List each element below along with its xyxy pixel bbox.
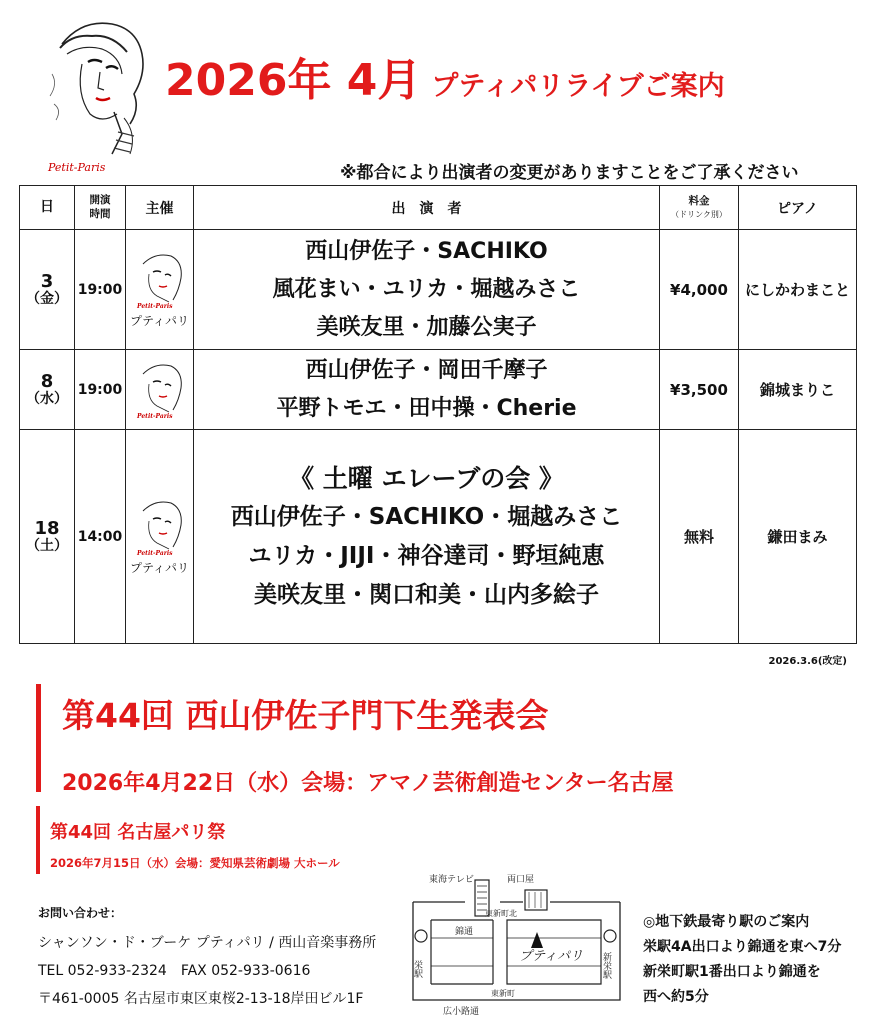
performer-line: 風花まい・ユリカ・堀越みさこ [272, 276, 581, 302]
row-date [20, 430, 75, 644]
row-weekday: （水） [26, 390, 68, 407]
access-info [643, 910, 841, 1010]
access-line-1: 栄駅4A出口より錦通を東へ7分 [643, 939, 842, 955]
performer-line: 美咲友里・加藤公実子 [316, 314, 537, 340]
row-time: 14:00 [75, 430, 126, 644]
access-map [405, 862, 633, 1020]
row-fee: 無料 [660, 430, 739, 644]
event1-detail: 2026年4月22日（水）会場：アマノ芸術創造センター名古屋 [62, 771, 674, 796]
row-day: 8 [40, 370, 54, 392]
table-row [20, 230, 857, 350]
contact-address: 〒461-0005 名古屋市東区東桜2-13-18岸田ビル1F [38, 991, 364, 1007]
table-row [20, 350, 857, 430]
event2-title: 第44回 名古屋パリ祭 [50, 822, 226, 843]
row-fee: ¥3,500 [660, 350, 739, 430]
access-title: ◎地下鉄最寄り駅のご案内 [643, 914, 810, 930]
host-logo-icon [133, 250, 187, 310]
map-label-tokai-tv: 東海テレビ [429, 875, 474, 885]
performer-line: 美咲友里・関口和美・山内多絵子 [254, 581, 599, 608]
row-host [126, 430, 194, 644]
event1-title: 第44回 西山伊佐子門下生発表会 [62, 696, 549, 735]
map-label-nishiki-dori: 錦通 [455, 927, 474, 937]
header-fee-label: 料金 [688, 195, 710, 208]
contact-block [38, 904, 376, 1013]
row-weekday: （金） [26, 290, 68, 307]
header-host: 主催 [126, 186, 194, 230]
performer-line: ユリカ・JIJI・神谷達司・野垣純恵 [248, 542, 605, 569]
host-logo-text: Petit-Paris [136, 412, 173, 420]
header-piano: ピアノ [739, 186, 857, 230]
map-label-hirokoji: 広小路通 [443, 1007, 480, 1017]
row-piano: 錦城まりこ [739, 350, 857, 430]
access-line-2: 新栄町駅1番出口より錦通を [643, 964, 821, 980]
host-name: プティパリ [129, 314, 190, 328]
title-sub: プティパリライブご案内 [431, 71, 725, 102]
header-fee-note: （ドリンク別） [671, 209, 727, 219]
petit-paris-logo [42, 14, 152, 174]
header-time [75, 186, 126, 230]
logo-text: Petit-Paris [48, 161, 106, 174]
performer-line: 平野トモエ・田中操・Cherie [276, 395, 577, 421]
contact-label: お問い合わせ： [38, 906, 123, 920]
revised-date: 2026.3.6(改定) [768, 656, 847, 667]
performers-title: 《 土曜 エレーブの会 》 [289, 463, 564, 493]
row-date [20, 350, 75, 430]
host-logo-text: Petit-Paris [136, 303, 173, 310]
header-performers: 出 演 者 [194, 186, 660, 230]
host-logo-icon [133, 360, 187, 420]
row-piano: 鎌田まみ [739, 430, 857, 644]
notice-text: ※都合により出演者の変更がありますことをご了承ください [340, 163, 799, 183]
host-logo-icon [133, 497, 187, 557]
row-host [126, 350, 194, 430]
map-label-higashi-shinmachi: 東新町 [491, 989, 515, 998]
row-piano: にしかわまこと [739, 230, 857, 350]
row-fee: ¥4,000 [660, 230, 739, 350]
table-row [20, 430, 857, 644]
map-label-petit-paris: プティパリ [519, 949, 583, 964]
event2-detail: 2026年7月15日（水）会場：愛知県芸術劇場 大ホール [50, 856, 340, 870]
row-date [20, 230, 75, 350]
event2-bar [36, 806, 40, 874]
page-title [165, 44, 725, 108]
performer-line: 西山伊佐子・岡田千摩子 [305, 357, 548, 383]
contact-name: シャンソン・ド・ブーケ プティパリ / 西山音楽事務所 [38, 935, 377, 951]
schedule-table [19, 185, 857, 644]
row-performers [194, 430, 660, 644]
row-time: 19:00 [75, 350, 126, 430]
performer-line: 西山伊佐子・SACHIKO [305, 238, 548, 264]
title-main: 2026年 4月 [165, 55, 422, 106]
row-day: 3 [40, 270, 54, 292]
row-host [126, 230, 194, 350]
map-label-sakae-station: 栄駅 [412, 960, 422, 978]
table-header-row [20, 186, 857, 230]
row-weekday: （土） [26, 537, 68, 554]
access-line-3: 西へ約5分 [643, 989, 709, 1005]
header-time-label: 開演時間 [89, 194, 111, 220]
row-time: 19:00 [75, 230, 126, 350]
performer-line: 西山伊佐子・SACHIKO・堀越みさこ [230, 503, 623, 530]
host-name: プティパリ [129, 561, 190, 575]
row-performers [194, 230, 660, 350]
map-label-shin-sakae-station: 新栄駅 [601, 952, 611, 979]
row-day: 18 [34, 517, 60, 539]
host-logo-text: Petit-Paris [136, 550, 173, 557]
map-label-higashi-shinmachi-n: 東新町北 [485, 909, 517, 918]
event1-bar [36, 684, 41, 792]
header-date: 日 [20, 186, 75, 230]
row-performers [194, 350, 660, 430]
map-location-marker-icon [531, 932, 543, 948]
contact-phone: TEL 052-933-2324 FAX 052-933-0616 [38, 963, 311, 979]
header-fee [660, 186, 739, 230]
map-label-ryoguchiya: 両口屋 [507, 875, 535, 885]
